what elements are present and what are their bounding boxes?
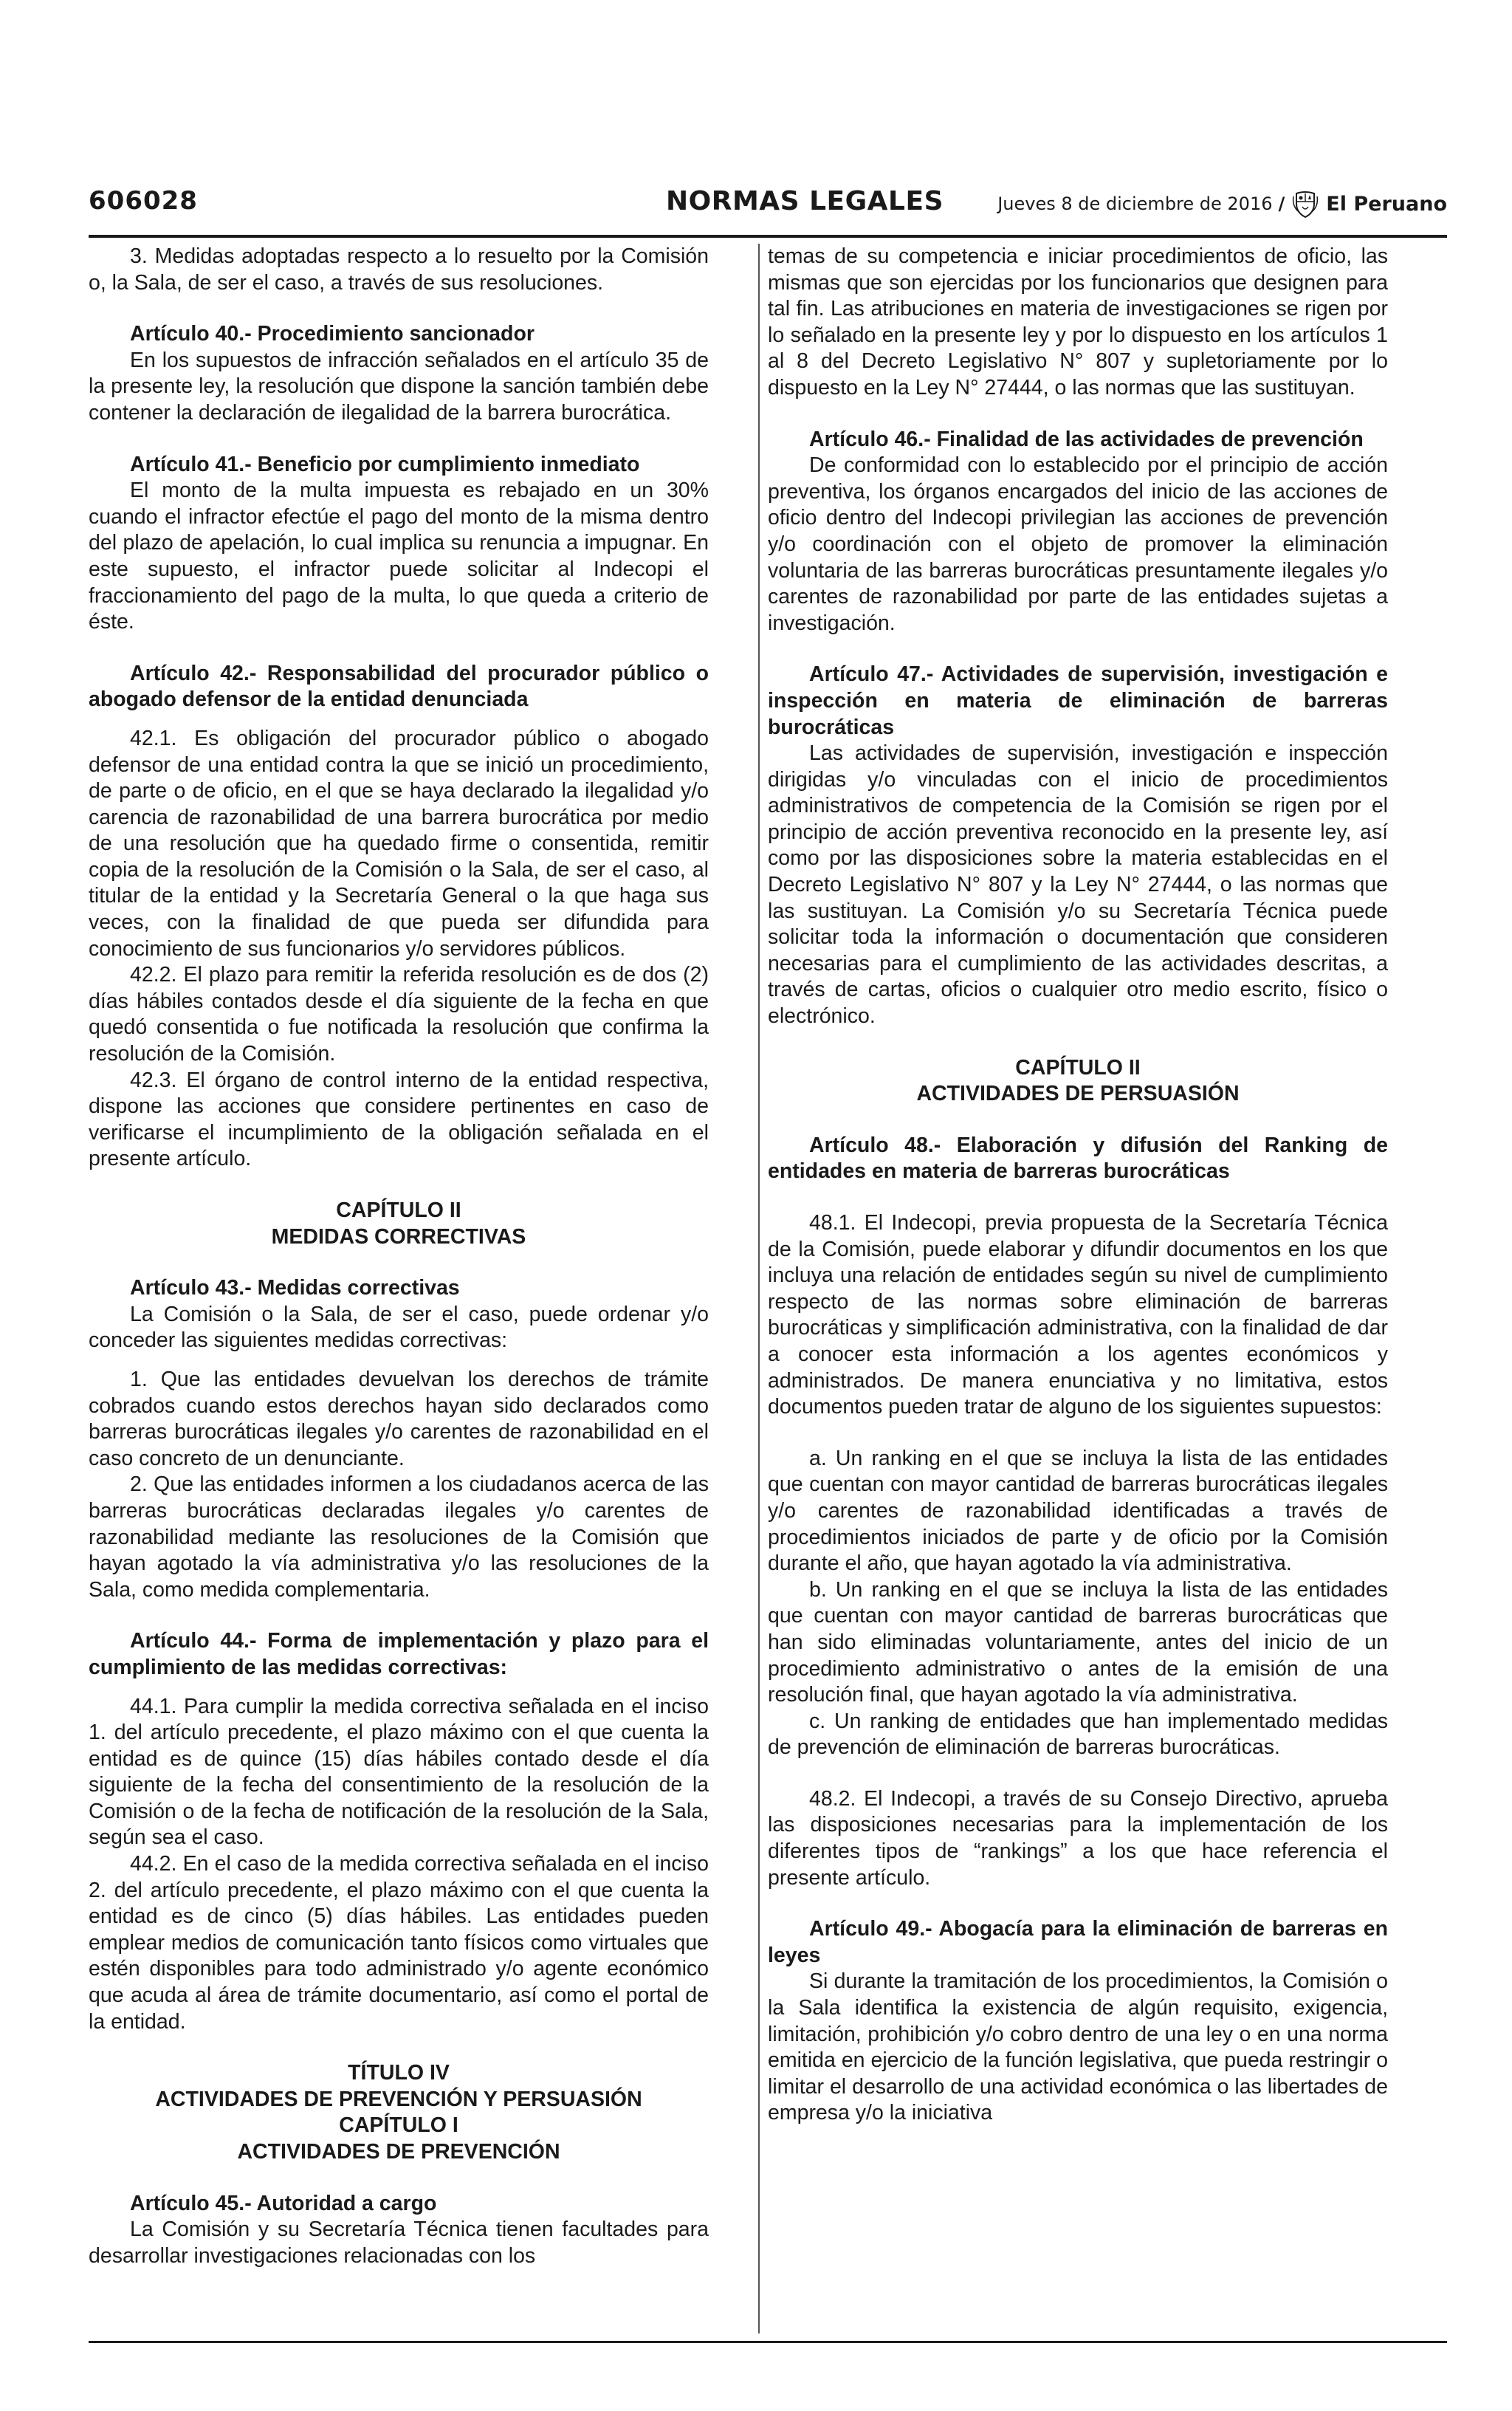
paragraph: c. Un ranking de entidades que han implementado medidas de prevención de eliminación de barreras burocráticas. [768, 1709, 1388, 1760]
footer-rule [89, 2341, 1447, 2343]
article-title: Artículo 45.- Autoridad a cargo [130, 2191, 437, 2215]
header-rule [89, 235, 1447, 238]
article-title: Artículo 40.- Procedimiento sancionador [130, 322, 535, 346]
page-header [89, 186, 1447, 229]
paragraph: Si durante la tramitación de los procedimientos, la Comisión o la Sala identifica la existencia de algún requisito, exigencia, limitación, prohibición y/o cobro dentro de una ley o en una norma emitida en ejercicio de la función legislativa, que pueda restringir o limitar el desarrollo de una actividad económica o las libertades de empresa y/o la iniciativa [768, 1969, 1388, 2125]
paragraph: 48.2. El Indecopi, a través de su Consejo Directivo, aprueba las disposiciones necesarias para la implementación de los diferentes tipos de “rankings” a los que hace referencia el presente artículo. [768, 1786, 1388, 1890]
paragraph: Las actividades de supervisión, investigación e inspección dirigidas y/o vinculadas con el inicio de procedimientos administrativos de competencia de la Comisión se rigen por el principio de acción preventiva reconocido en la presente ley, así como por las disposiciones sobre la materia establecidas en el Decreto Legislativo N° 807 y la Ley N° 27444, o las normas que las sustituyan. La Comisión y/o su Secretaría Técnica puede solicitar toda la información o documentación que consideren necesarias para el cumplimiento de las actividades descritas, a través de cartas, oficios o cualquier otro medio escrito, físico o electrónico. [768, 741, 1388, 1029]
page-number: 606028 [89, 186, 198, 216]
paragraph: 42.1. Es obligación del procurador público o abogado defensor de una entidad contra la que se inició un procedimiento, de parte o de oficio, en el que se haya declarado la ilegalidad y/o carencia de razonabilidad de una barrera burocrática por medio de una resolución que ha quedado firme o consentida, remitir copia de la resolución de la Comisión o la Sala, de ser el caso, al titular de la entidad y la Secretaría General o la que haga sus veces, con la finalidad de que pueda ser difundida para conocimiento de sus funcionarios y/o servidores públicos. [89, 726, 709, 961]
article-title: Artículo 47.- Actividades de supervisión, investigación e inspección en materia de eliminación de barreras burocráticas [768, 662, 1388, 739]
paragraph: En los supuestos de infracción señalados en el artículo 35 de la presente ley, la resolución que dispone la sanción también debe contener la declaración de ilegalidad de la barrera burocrática. [89, 348, 709, 425]
paragraph: 1. Que las entidades devuelvan los derechos de trámite cobrados cuando estos derechos hayan sido declarados como barreras burocráticas ilegales y/o carentes de razonabilidad en el caso concreto de un denunciante. [89, 1367, 709, 1470]
dateline [997, 189, 1447, 219]
chapter-title: ACTIVIDADES DE PREVENCIÓN [237, 2140, 560, 2164]
article-title: Artículo 48.- Elaboración y difusión del Ranking de entidades en materia de barreras burocráticas [768, 1133, 1388, 1184]
chapter-label: CAPÍTULO II [336, 1198, 461, 1222]
paragraph: 2. Que las entidades informen a los ciudadanos acerca de las barreras burocráticas declaradas ilegales y/o carentes de razonabilidad mediante las resoluciones de la Comisión que hayan agotado la vía administrativa y/o las resoluciones de la Sala, como medida complementaria. [89, 1472, 709, 1602]
paragraph: 48.1. El Indecopi, previa propuesta de la Secretaría Técnica de la Comisión, puede elaborar y difundir documentos en los que incluya una relación de entidades según su nivel de cumplimiento respecto de las normas sobre eliminación de barreras burocráticas y simplificación administrativa, con la finalidad de dar a conocer esta información a los agentes económicos y administrados. De manera enunciativa y no limitativa, estos documentos pueden tratar de alguno de los siguientes supuestos: [768, 1211, 1388, 1419]
article-title: Artículo 46.- Finalidad de las actividades de prevención [809, 427, 1364, 451]
chapter-label: CAPÍTULO I [339, 2113, 458, 2138]
chapter-title: ACTIVIDADES DE PERSUASIÓN [916, 1082, 1240, 1106]
article-title: Artículo 49.- Abogacía para la eliminación de barreras en leyes [768, 1917, 1388, 1967]
chapter-title: MEDIDAS CORRECTIVAS [271, 1224, 526, 1249]
title-heading: ACTIVIDADES DE PREVENCIÓN Y PERSUASIÓN [155, 2087, 642, 2111]
paragraph: De conformidad con lo establecido por el principio de acción preventiva, los órganos encargados del inicio de las acciones de oficio dentro del Indecopi privilegian las acciones de prevención y/o coordinación con el objeto de promover la eliminación voluntaria de las barreras burocráticas presuntamente ilegales y/o carentes de razonabilidad por parte de las entidades sujetas a investigación. [768, 453, 1388, 635]
right-column [768, 244, 1388, 2127]
article-title: Artículo 41.- Beneficio por cumplimiento inmediato [130, 452, 640, 476]
peru-coat-of-arms-icon [1291, 189, 1320, 219]
paragraph: La Comisión o la Sala, de ser el caso, puede ordenar y/o conceder las siguientes medidas correctivas: [89, 1302, 709, 1353]
paragraph: a. Un ranking en el que se incluya la lista de las entidades que cuentan con mayor cantidad de barreras burocráticas ilegales y/o carentes de razonabilidad identificadas a través de procedimientos iniciados de parte y de oficio por la Comisión durante el año, que hayan agotado la vía administrativa. [768, 1446, 1388, 1576]
paragraph: 3. Medidas adoptadas respecto a lo resuelto por la Comisión o, la Sala, de ser el caso, a través de sus resoluciones. [89, 244, 709, 295]
paragraph: 44.1. Para cumplir la medida correctiva señalada en el inciso 1. del artículo precedente, el plazo máximo con el que cuenta la entidad es de quince (15) días hábiles contado desde el día siguiente de la fecha del consentimiento de la resolución de la Comisión o de la fecha de notificación de la resolución de la Sala, según sea el caso. [89, 1694, 709, 1850]
paragraph: 42.3. El órgano de control interno de la entidad respectiva, dispone las acciones que considere pertinentes en caso de verificarse el incumplimiento de la obligación señalada en el presente artículo. [89, 1068, 709, 1171]
paragraph: 42.2. El plazo para remitir la referida resolución es de dos (2) días hábiles contados desde el día siguiente de la fecha en que quedó consentida o fue notificada la resolución que confirma la resolución de la Comisión. [89, 963, 709, 1066]
column-divider [758, 244, 760, 2333]
date-separator: / [1278, 193, 1285, 214]
issue-date: Jueves 8 de diciembre de 2016 [997, 193, 1273, 214]
section-title: NORMAS LEGALES [666, 186, 944, 216]
publication-name: El Peruano [1326, 192, 1447, 216]
article-title: Artículo 43.- Medidas correctivas [130, 1276, 460, 1300]
paragraph: La Comisión y su Secretaría Técnica tienen facultades para desarrollar investigaciones relacionadas con los [89, 2218, 709, 2268]
article-title: Artículo 44.- Forma de implementación y plazo para el cumplimiento de las medidas correctivas: [89, 1629, 709, 1679]
chapter-label: CAPÍTULO II [1015, 1055, 1141, 1080]
paragraph: El monto de la multa impuesta es rebajado en un 30% cuando el infractor efectúe el pago del monto de la misma dentro del plazo de apelación, lo cual implica su renuncia a impugnar. En este supuesto, el infractor puede solicitar al Indecopi el fraccionamiento del pago de la multa, lo que queda a criterio de éste. [89, 479, 709, 634]
paragraph: b. Un ranking en el que se incluya la lista de las entidades que cuentan con mayor cantidad de barreras burocráticas que han sido eliminadas voluntariamente, antes del inicio de un procedimiento administrativo o antes de la emisión de una resolución final, que hayan agotado la vía administrativa. [768, 1577, 1388, 1707]
paragraph: 44.2. En el caso de la medida correctiva señalada en el inciso 2. del artículo precedente, el plazo máximo con el que cuenta la entidad es de cinco (5) días hábiles. Las entidades pueden emplear medios de comunicación tanto físicos como virtuales que estén disponibles para todo administrado y/o agente económico que acuda al área de trámite documentario, así como el portal de la entidad. [89, 1852, 709, 2034]
article-title: Artículo 42.- Responsabilidad del procurador público o abogado defensor de la entidad denunciada [89, 661, 709, 712]
left-column [89, 244, 709, 2269]
paragraph: temas de su competencia e iniciar procedimientos de oficio, las mismas que son ejercidas por los funcionarios que designen para tal fin. Las atribuciones en materia de investigaciones se rigen por lo señalado en la presente ley y por lo dispuesto en los artículos 1 al 8 del Decreto Legislativo N° 807 y supletoriamente por lo dispuesto en la Ley N° 27444, o las normas que las sustituyan. [768, 244, 1388, 399]
title-label: TÍTULO IV [348, 2061, 450, 2085]
